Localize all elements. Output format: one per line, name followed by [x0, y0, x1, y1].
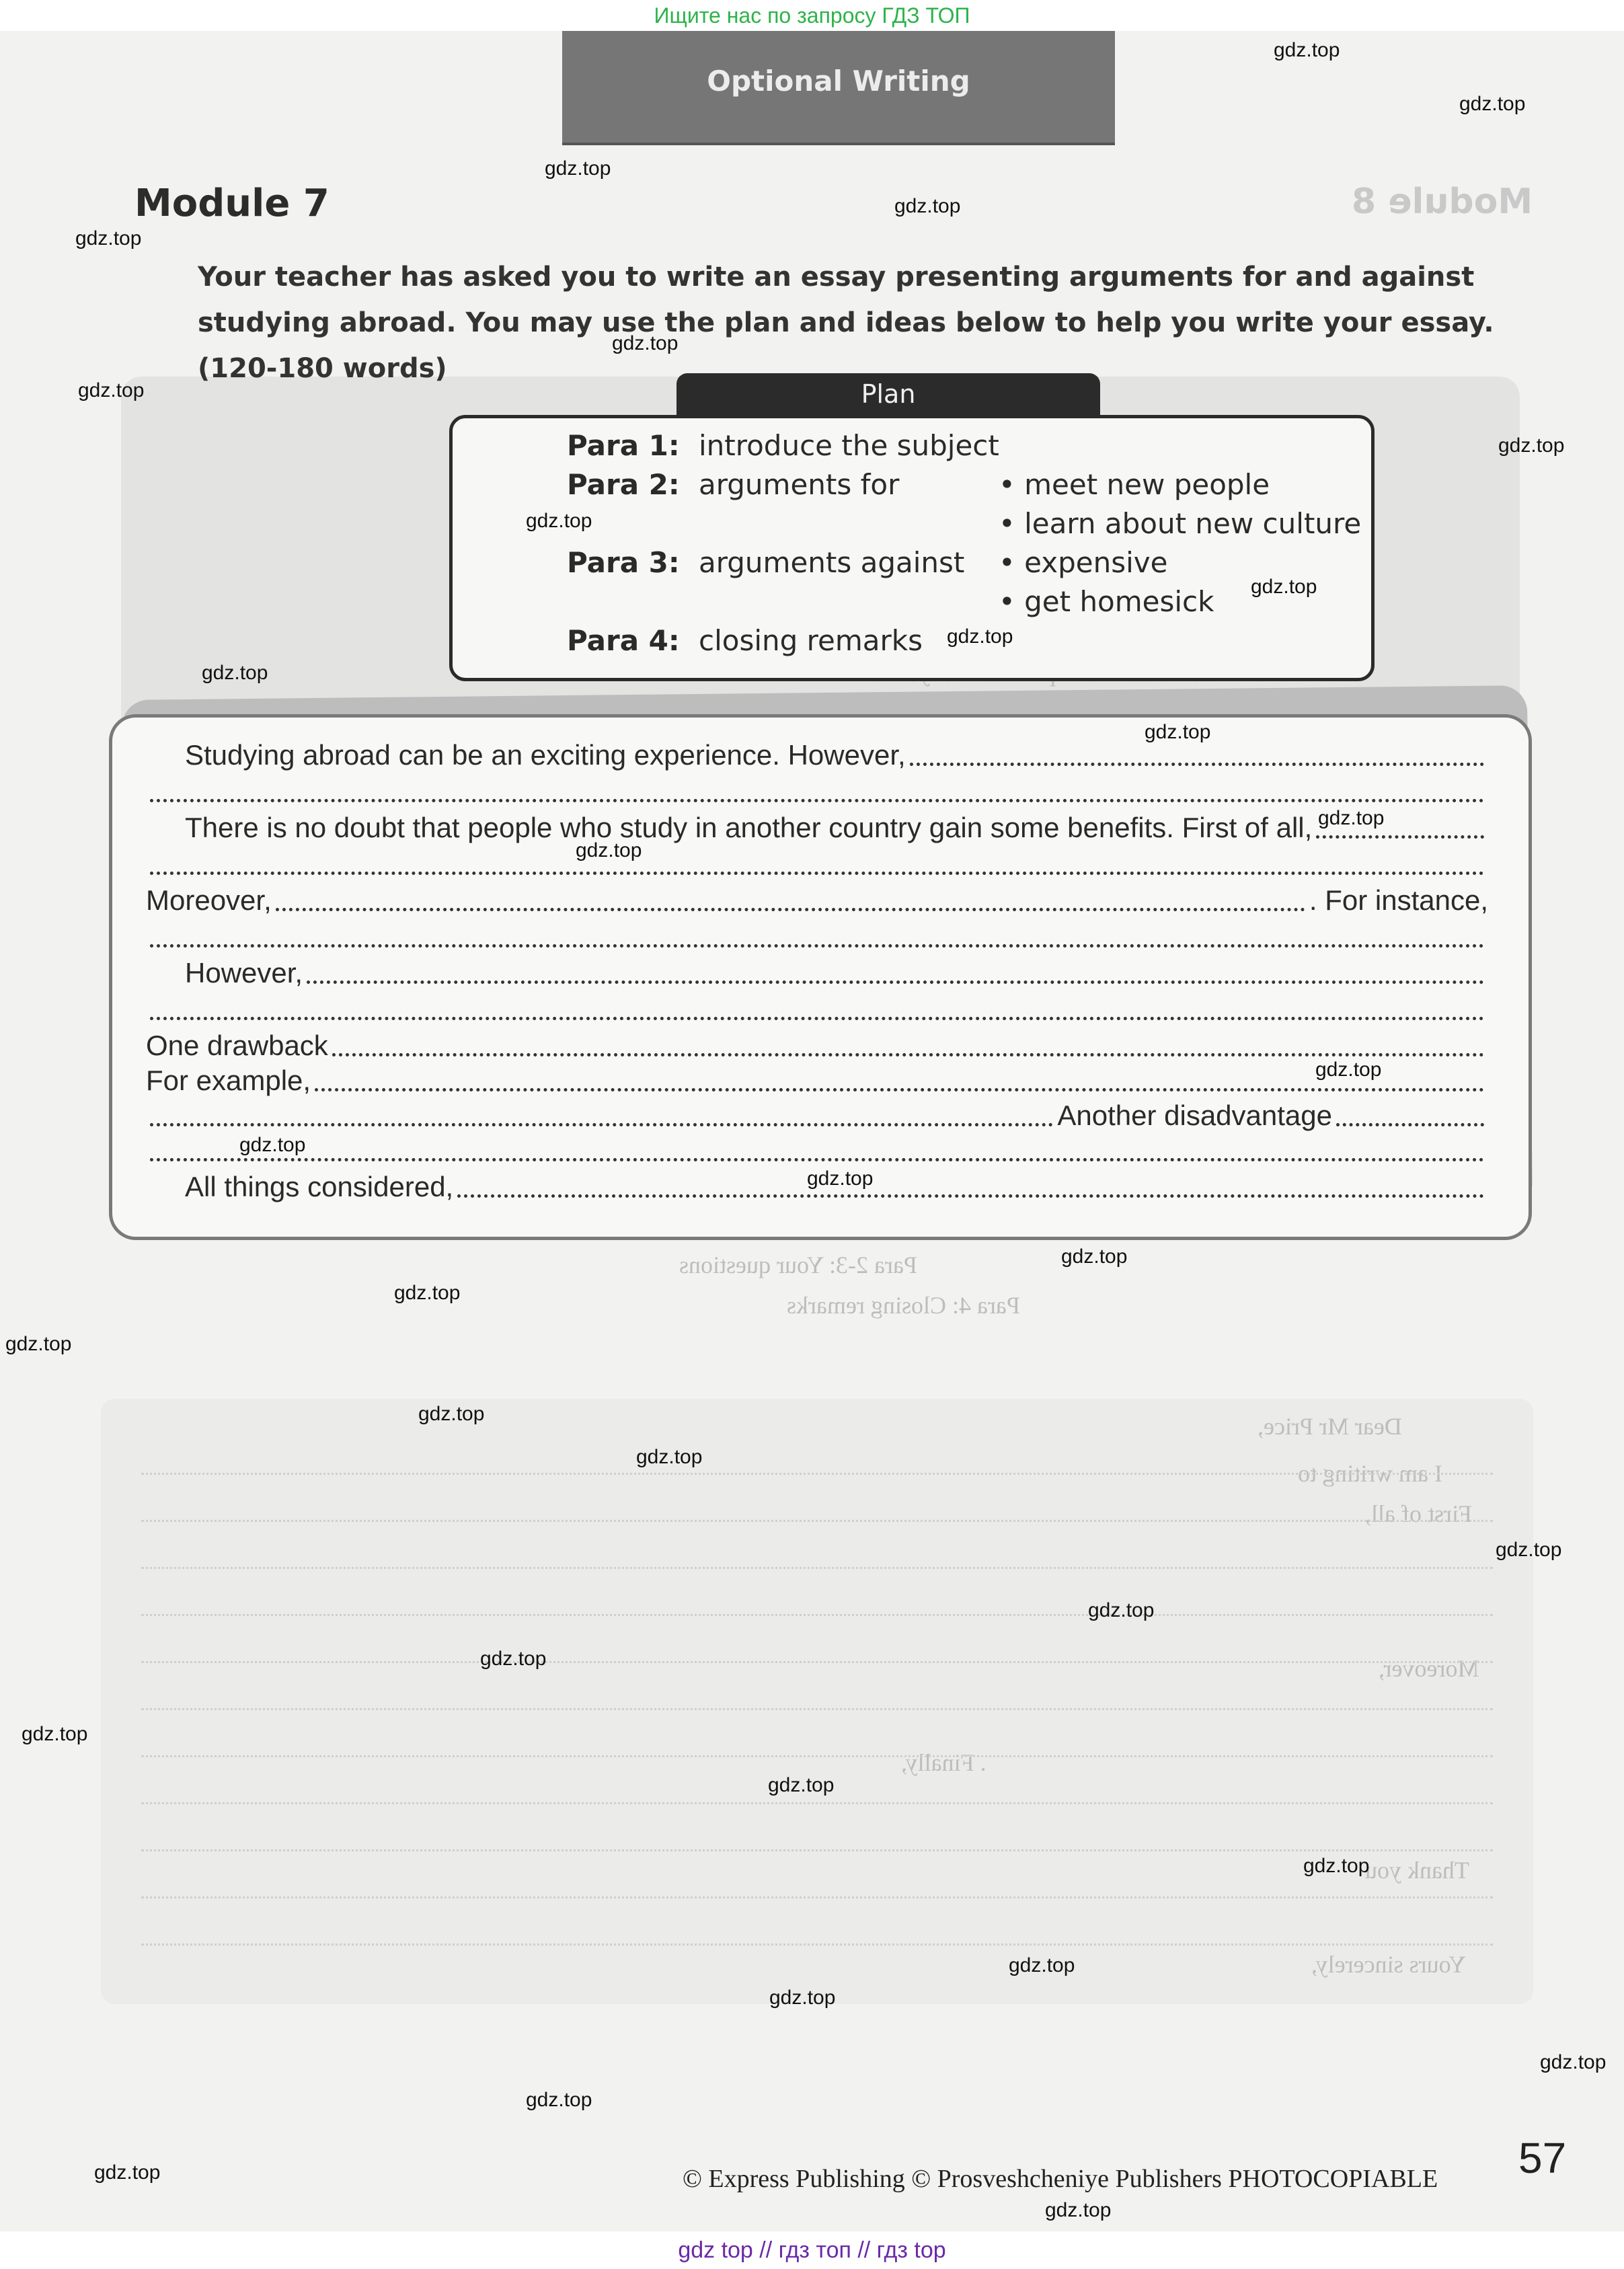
- watermark: gdz.top: [1303, 1855, 1370, 1877]
- plan-row-text: introduce the subject: [699, 429, 999, 462]
- ghost-dear: Dear Mr Price,: [1258, 1413, 1402, 1440]
- watermark: gdz.top: [576, 839, 642, 861]
- essay-line[interactable]: [146, 1061, 1488, 1097]
- plan-row-label: Para 3:: [567, 546, 680, 579]
- watermark: gdz.top: [1061, 1245, 1128, 1268]
- plan-row-label: Para 2:: [567, 468, 680, 501]
- dotted-line[interactable]: [150, 1017, 1484, 1020]
- essay-prompt-mid: Another disadvantage: [1057, 1100, 1332, 1131]
- watermark: gdz.top: [394, 1282, 461, 1304]
- plan-bullet: • get homesick: [999, 585, 1214, 618]
- essay-line[interactable]: [146, 1130, 1488, 1167]
- dotted-line[interactable]: [1336, 1123, 1484, 1126]
- essay-prompt: Studying abroad can be an exciting experience. However,: [185, 739, 906, 771]
- dotted-line[interactable]: [150, 944, 1484, 948]
- watermark: gdz.top: [1315, 1059, 1382, 1081]
- watermark: gdz.top: [1318, 807, 1385, 829]
- ghost-para-2: Para 2-3: Your questions: [679, 1252, 918, 1278]
- task-instructions: Your teacher has asked you to write an essay presenting arguments for and against studying abroad. You may use the plan and ideas below to help you write your essay. (120-180 words): [198, 262, 1494, 384]
- watermark: gdz.top: [418, 1403, 485, 1425]
- plan-row-label: Para 1:: [567, 429, 680, 462]
- dotted-line[interactable]: [457, 1194, 1484, 1198]
- watermark: gdz.top: [5, 1333, 72, 1355]
- watermark: gdz.top: [239, 1134, 306, 1156]
- ghost-sincerely: Yours sincerely,: [1311, 1951, 1466, 1978]
- dotted-line[interactable]: [276, 908, 1305, 911]
- dotted-line[interactable]: [307, 980, 1484, 984]
- dotted-line[interactable]: [150, 799, 1484, 802]
- watermark: gdz.top: [1145, 721, 1211, 743]
- essay-line[interactable]: [146, 735, 1488, 771]
- plan-row-label: Para 4:: [567, 624, 680, 657]
- watermark: gdz.top: [78, 379, 145, 401]
- plan-title: Plan: [676, 373, 1100, 415]
- essay-line[interactable]: [146, 771, 1488, 808]
- watermark: gdz.top: [894, 195, 961, 217]
- plan-row-3: [567, 546, 680, 579]
- watermark: gdz.top: [947, 625, 1013, 648]
- watermark: gdz.top: [526, 510, 592, 532]
- bottom-banner[interactable]: gdz top // гдз топ // гдз top: [0, 2231, 1624, 2269]
- plan-row-2: [567, 468, 680, 501]
- dotted-line[interactable]: [332, 1053, 1484, 1056]
- watermark: gdz.top: [1459, 93, 1526, 115]
- essay-prompt: There is no doubt that people who study in another country gain some benefits. First of all,: [185, 812, 1313, 843]
- plan-row-4: [567, 624, 680, 657]
- ghost-module-title: Module 8: [1352, 182, 1533, 222]
- watermark: gdz.top: [75, 227, 142, 249]
- ghost-finally: . Finally,: [901, 1749, 987, 1776]
- plan-bullet: • meet new people: [999, 468, 1270, 501]
- watermark: gdz.top: [1496, 1539, 1562, 1561]
- dotted-line[interactable]: [150, 1158, 1484, 1161]
- essay-prompt: All things considered,: [185, 1171, 454, 1202]
- watermark: gdz.top: [480, 1648, 547, 1670]
- ghost-first: First of all,: [1365, 1500, 1472, 1527]
- section-title: Optional Writing: [707, 65, 970, 98]
- top-banner[interactable]: Ищите нас по запросу ГДЗ ТОП: [0, 0, 1624, 31]
- essay-line[interactable]: [146, 953, 1488, 989]
- watermark: gdz.top: [1274, 39, 1340, 61]
- section-header: [562, 31, 1115, 145]
- copyright-footer: © Express Publishing © Prosveshcheniye Publishers PHOTOCOPIABLE: [683, 2165, 1438, 2193]
- ghost-thanks: Thank you: [1365, 1857, 1469, 1884]
- essay-prompt: One drawback: [146, 1030, 328, 1061]
- watermark: gdz.top: [526, 2089, 592, 2111]
- essay-line[interactable]: [146, 1095, 1488, 1132]
- watermark: gdz.top: [1045, 2199, 1112, 2221]
- watermark: gdz.top: [612, 332, 679, 354]
- module-title: Module 7: [134, 182, 330, 225]
- watermark: gdz.top: [1251, 576, 1317, 598]
- essay-prompt: However,: [185, 957, 303, 989]
- ghost-para-3: Para 4: Closing remarks: [787, 1292, 1020, 1319]
- watermark: gdz.top: [1540, 2051, 1607, 2073]
- watermark: gdz.top: [202, 662, 268, 684]
- watermark: gdz.top: [1088, 1599, 1155, 1621]
- essay-line[interactable]: [146, 844, 1488, 880]
- plan-row-text: closing remarks: [699, 624, 923, 657]
- plan-row-text: arguments against: [699, 546, 965, 579]
- page-number: 57: [1518, 2134, 1567, 2182]
- plan-row-1: [567, 429, 680, 462]
- essay-prompt: Moreover,: [146, 884, 272, 916]
- plan-bullet: • learn about new culture: [999, 507, 1362, 540]
- essay-line[interactable]: [146, 917, 1488, 953]
- watermark: gdz.top: [22, 1723, 88, 1745]
- watermark: gdz.top: [807, 1167, 874, 1190]
- essay-line[interactable]: [146, 989, 1488, 1026]
- essay-line[interactable]: [146, 880, 1488, 917]
- watermark: gdz.top: [768, 1774, 835, 1796]
- watermark: gdz.top: [769, 1987, 836, 2009]
- plan-bullet: • expensive: [999, 546, 1168, 579]
- watermark: gdz.top: [545, 157, 611, 180]
- dotted-line[interactable]: [315, 1088, 1484, 1091]
- watermark: gdz.top: [1498, 434, 1565, 457]
- essay-writing-box[interactable]: [109, 714, 1532, 1240]
- plan-box: [449, 415, 1375, 681]
- essay-line[interactable]: [146, 1026, 1488, 1062]
- dotted-line[interactable]: [150, 1123, 1053, 1126]
- dotted-line[interactable]: [1316, 835, 1484, 839]
- dotted-line[interactable]: [150, 872, 1484, 875]
- watermark: gdz.top: [1009, 1954, 1075, 1976]
- essay-line[interactable]: [146, 808, 1488, 844]
- essay-prompt-end: . For instance,: [1309, 884, 1488, 916]
- essay-prompt: For example,: [146, 1065, 311, 1096]
- ghost-writing: I am writing to: [1298, 1460, 1442, 1487]
- ghost-moreover: Moreover,: [1379, 1655, 1479, 1682]
- plan-row-text: arguments for: [699, 468, 900, 501]
- watermark: gdz.top: [636, 1446, 703, 1468]
- dotted-line[interactable]: [910, 763, 1484, 766]
- watermark: gdz.top: [94, 2161, 161, 2184]
